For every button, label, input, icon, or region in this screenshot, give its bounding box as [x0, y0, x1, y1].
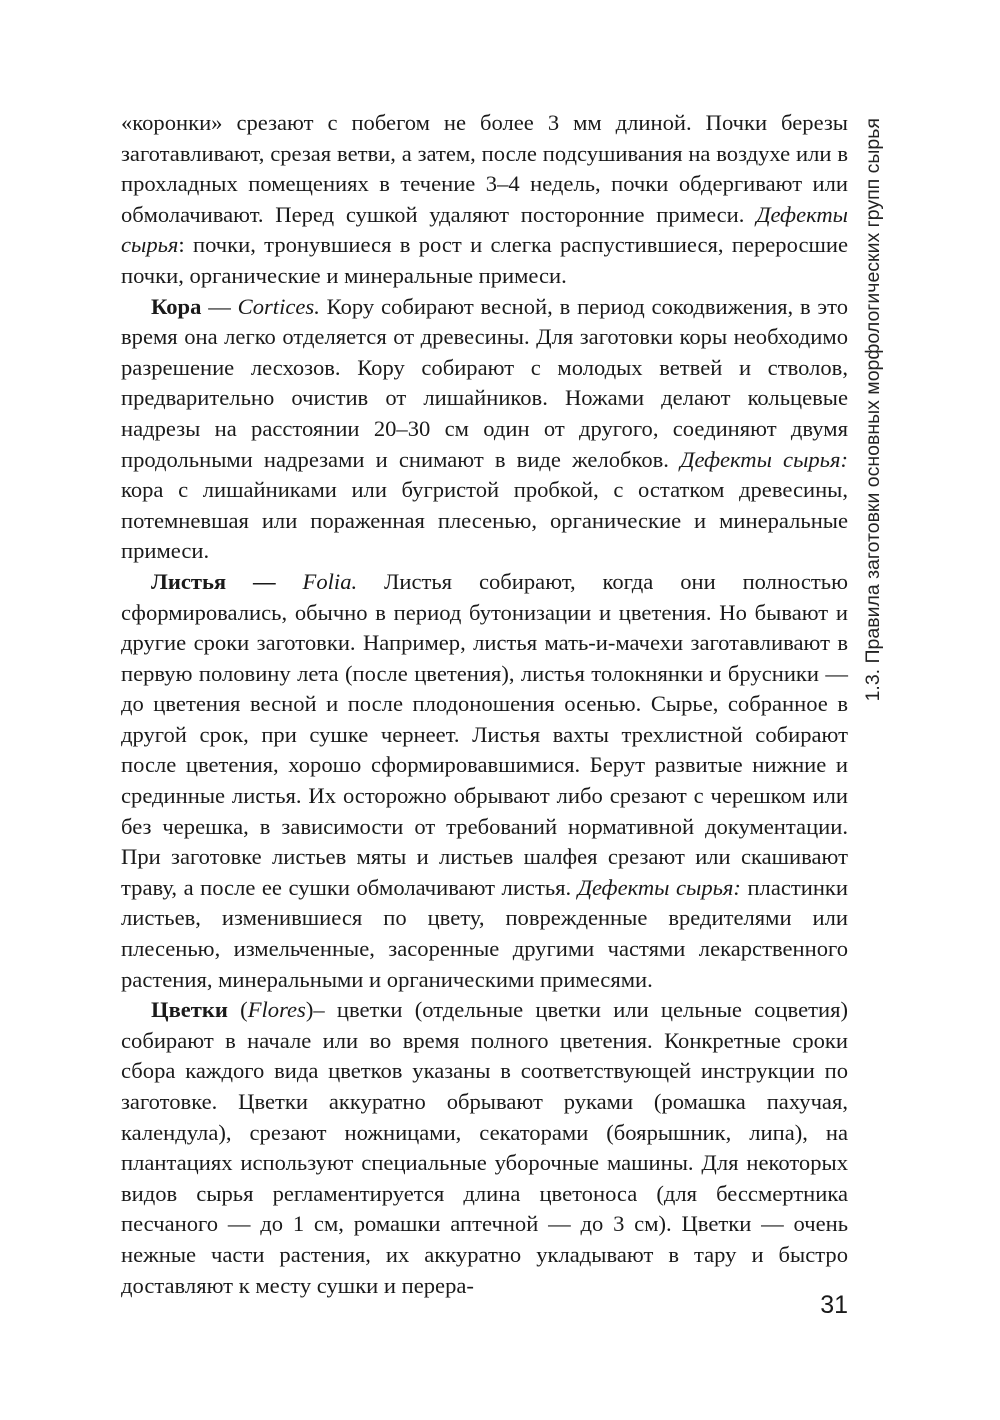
latin-name-leaves: Folia. — [275, 568, 358, 594]
term-bark: Кора — [151, 293, 202, 319]
term-leaves: Листья — — [151, 568, 276, 594]
running-head — [858, 118, 888, 748]
defects-label: Дефекты сырья: — [577, 874, 741, 900]
latin-name-bark: Cortices. — [237, 293, 320, 319]
defects-label: Дефекты сырья — [121, 201, 848, 258]
paren-open: ( — [227, 997, 248, 1023]
term-dash: — — [201, 293, 238, 319]
paragraph-bark — [121, 292, 848, 567]
latin-name-flowers: Flores — [247, 997, 306, 1023]
paragraph-flowers — [121, 995, 848, 1301]
body-text — [121, 108, 848, 1301]
paragraph-leaves — [121, 567, 848, 995]
running-head-text: 1.3. Правила заготовки основных морфологических групп сырья — [862, 118, 884, 702]
paragraph-buds-continued — [121, 108, 848, 292]
paragraph-text: Листья собирают, когда они полностью сформировались, обычно в период бутонизации и цветения. Но бывают и другие сроки заготовки. Например, листья мать-и-мачехи заготавливают в первую половину лета (после цветения), листья толокнянки и брусники — до цветения весной и после плодоношения осенью. Сырье, собранное в другой срок, при сушке чернеет. Листья вахты трехлистной собирают после цветения, хорошо сформировавшимися. Берут развитые нижние и срединные листья. Их осторожно обрывают либо срезают с черешком или без черешка, в зависимости от требований нормативной документации. При заготовке листьев мяты и листьев шалфея срезают или скашивают траву, а после ее сушки обмолачивают листья. — [121, 568, 848, 900]
page-number: 31 — [820, 1291, 848, 1319]
term-flowers: Цветки — [151, 997, 228, 1023]
paragraph-text: «коронки» срезают с побегом не более 3 мм длиной. Почки березы заготавливают, срезая ветви, а затем, после подсушивания на воздухе или в прохладных помещениях в течение 3–4 недель, почки обдергивают или обмолачивают. Перед сушкой удаляют посторонние примеси. — [121, 110, 848, 227]
paragraph-text: Кору собирают весной, в период сокодвижения, в это время она легко отделяется от древесины. Для заготовки коры необходимо разрешение лесхозов. Кору собирают с молодых ветвей и стволов, предварительно очистив от лишайников. Ножами делают кольцевые надрезы на расстоянии 20–30 см один от другого, соединяют двумя продольными надрезами и снимают в виде желобков. — [121, 293, 849, 472]
paragraph-text: кора с лишайниками или бугристой пробкой, с остатком древесины, потемневшая или пораженная плесенью, органические и минеральные примеси. — [121, 477, 848, 564]
paragraph-text: : почки, тронувшиеся в рост и слегка распустившиеся, переросшие почки, органические и минеральные примеси. — [121, 232, 848, 288]
paragraph-text: пластинки листьев, изменившиеся по цвету, поврежденные вредителями или плесенью, измельченные, засоренные другими частями лекарственного растения, минеральными и органическими примесями. — [121, 874, 848, 992]
defects-label: Дефекты сырья: — [680, 446, 848, 472]
paragraph-text: )– цветки (отдельные цветки или цельные соцветия) собирают в начале или во время полного цветения. Конкретные сроки сбора каждого вида цветков указаны в соответствующей инструкции по заготовке. Цветки аккуратно обрывают руками (ромашка пахучая, календула), срезают ножницами, секаторами (боярышник, липа), на плантациях используют специальные уборочные машины. Для некоторых видов сырья регламентируется длина цветоноса (для бессмертника песчаного — до 1 см, ромашки аптечной — до 3 см). Цветки — очень нежные части растения, их аккуратно укладывают в тару и быстро доставляют к месту сушки и перера- — [121, 997, 848, 1298]
